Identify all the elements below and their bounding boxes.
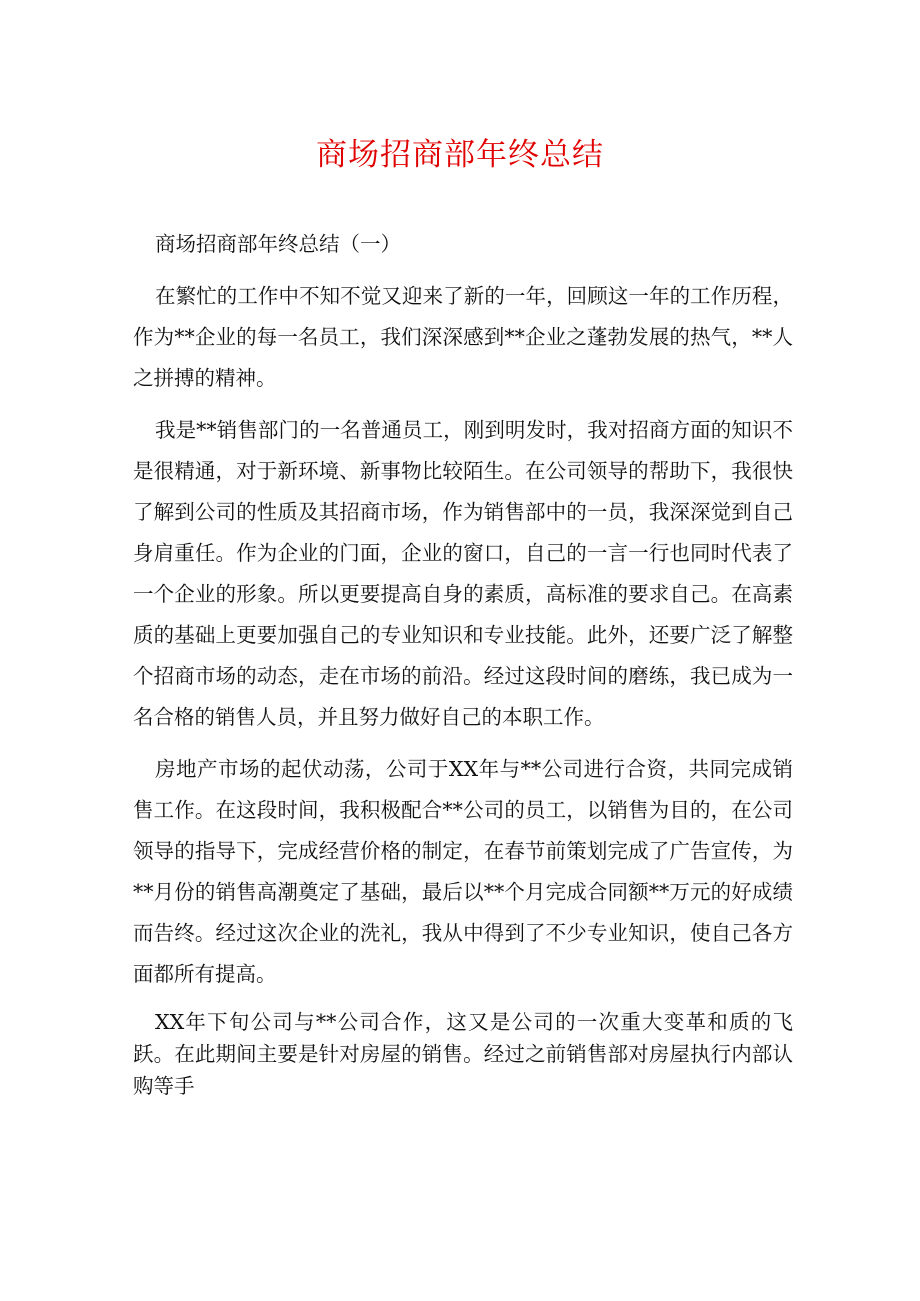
paragraph: XX年下旬公司与**公司合作，这又是公司的一次重大变革和质的飞跃。在此期间主要是针对房屋的销售。经过之前销售部对房屋执行内部认购等手 (133, 1010, 793, 1098)
paragraph: 房地产市场的起伏动荡，公司于XX年与**公司进行合资，共同完成销售工作。在这段时间，我积极配合**公司的员工，以销售为目的，在公司领导的指导下，完成经营价格的制定，在春节前策划完成了广告宣传，为**月份的销售高潮奠定了基础，最后以**个月完成合同额**万元的好成绩而告终。经过这次企业的洗礼，我从中得到了不少专业知识，使自己各方面都所有提高。 (133, 757, 793, 986)
document-title: 商场招商部年终总结 (316, 137, 604, 173)
paragraph: 我是**销售部门的一名普通员工，刚到明发时，我对招商方面的知识不是很精通，对于新环境、新事物比较陌生。在公司领导的帮助下，我很快了解到公司的性质及其招商市场，作为销售部中的一员，我深深觉到自己身肩重任。作为企业的门面，企业的窗口，自己的一言一行也同时代表了一个企业的形象。所以更要提高自身的素质，高标准的要求自己。在高素质的基础上更要加强自己的专业知识和专业技能。此外，还要广泛了解整个招商市场的动态，走在市场的前沿。经过这段时间的磨练，我已成为一名合格的销售人员，并且努力做好自己的本职工作。 (133, 418, 793, 729)
document-body (133, 224, 793, 1102)
paragraph: 在繁忙的工作中不知不觉又迎来了新的一年，回顾这一年的工作历程，作为**企业的每一名员工，我们深深感到**企业之蓬勃发展的热气，**人之拼搏的精神。 (133, 284, 793, 390)
section-heading: 商场招商部年终总结（一） (155, 232, 401, 256)
